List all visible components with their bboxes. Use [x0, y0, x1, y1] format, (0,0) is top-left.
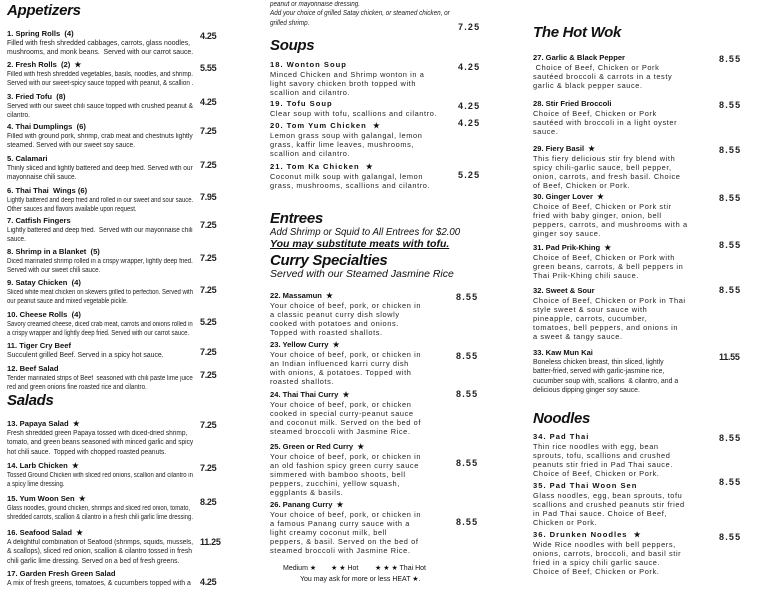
- menu-item-price: 8.55: [456, 351, 479, 361]
- heat-legend-thai-hot: ★ ★ ★ Thai Hot: [375, 565, 426, 572]
- menu-item-title: 7. Catfish Fingers: [7, 216, 71, 225]
- menu-item-description: Glass noodles, ground chicken, shrimps and sliced red onion, tomato, shredded carrots, scallion & cilantro in a fresh chili garlic lime dressing.: [7, 505, 193, 522]
- menu-item-price: 8.55: [719, 145, 742, 155]
- menu-item-title: 34. Pad Thai: [533, 432, 590, 441]
- menu-item-description: Lightly battered and deep fried. Served with our mayonnaise chili sauce.: [7, 227, 193, 244]
- menu-item-description: Served with our sweet chili sauce topped with crushed peanut & cilantro.: [7, 103, 193, 120]
- menu-item-description: Choice of Beef, Chicken or Pork stir fried with baby ginger, onion, bell peppers, carrots, and mushrooms with a ginger soy sauce.: [533, 202, 688, 239]
- section-heading-appetizers: Appetizers: [7, 2, 81, 19]
- menu-item-description: Wide Rice noodles with bell peppers, onions, carrots, broccoli, and basil stir fried in a spicy chili garlic sauce. Choice of Beef, Chicken or Pork.: [533, 540, 682, 577]
- menu-item-price: 4.25: [458, 62, 481, 72]
- menu-item-description: Choice of Beef, Chicken or Pork in Thai style sweet & sour sauce with pineapple, carrots, cucumber, tomatoes, bell peppers, and onions in a sweet & tangy sauce.: [533, 296, 686, 342]
- menu-item-description: Coconut milk soup with galangal, lemon grass, mushrooms, scallions and cilantro.: [270, 172, 431, 191]
- menu-item-description: Lemon grass soup with galangal, lemon grass, kaffir lime leaves, mushrooms, scallion and cilantro.: [270, 131, 423, 159]
- menu-item-description: Boneless chicken breast, thin sliced, lightly batter-fried, served with garlic-jasmine rice, cucumber soup with, scallions & cilantro, and a delicious dipping ginger soy sauce.: [533, 359, 679, 394]
- menu-item-description: Savory creamed cheese, diced crab meat, carrots and onions rolled in a crispy wrapper and lightly deep fried. Served with our carrot sauce.: [7, 321, 193, 338]
- menu-item-price: 7.25: [200, 420, 217, 430]
- menu-item-title: 3. Fried Tofu (8): [7, 92, 66, 101]
- menu-item-description: Choice of Beef, Chicken or Pork sautéed broccoli & carrots in a testy garlic & black pepper sauce.: [533, 63, 673, 91]
- heat-legend-medium: Medium ★: [283, 565, 317, 572]
- menu-item-price: 7.95: [200, 192, 217, 202]
- menu-item-description: Minced Chicken and Shrimp wonton in a light savory chicken broth topped with scallion and cilantro.: [270, 70, 425, 98]
- menu-item-price: 8.55: [719, 285, 742, 295]
- menu-item-description: Sliced white meat chicken on skewers grilled to perfection. Served with our peanut sauce and mixed vegetable pickle.: [7, 289, 194, 306]
- menu-item-price: 7.25: [200, 220, 217, 230]
- menu-item-description: Fresh shredded green Papaya tossed with diced-dried shrimp, tomato, and green beans seasoned with minced garlic and spicy hot chili sauce. Topped with chopped roasted peanuts.: [7, 430, 194, 456]
- menu-item-title: 2. Fresh Rolls (2) ★: [7, 60, 82, 69]
- section-heading-hot-wok: The Hot Wok: [533, 24, 622, 41]
- menu-item-title: 21. Tom Ka Chicken ★: [270, 162, 374, 171]
- section-heading-entrees: Entrees: [270, 210, 323, 227]
- menu-item-title: 1. Spring Rolls (4): [7, 29, 74, 38]
- menu-item-title: 5. Calamari: [7, 154, 48, 163]
- menu-item-title: 15. Yum Woon Sen ★: [7, 494, 86, 503]
- heat-legend-hot: ★ ★ Hot: [331, 565, 359, 572]
- menu-item-price: 8.55: [456, 458, 479, 468]
- menu-item-title: 26. Panang Curry ★: [270, 500, 344, 509]
- menu-item-description: Choice of Beef, Chicken or Pork sautéed with broccoli in a light oyster sauce.: [533, 109, 678, 137]
- menu-item-price: 8.55: [719, 193, 742, 203]
- menu-item-description: Filled with ground pork, shrimp, crab meat and chestnuts lightly steamed. Served with our sweet soy sauce.: [7, 133, 193, 150]
- menu-item-price: 4.25: [458, 118, 481, 128]
- menu-item-price: 7.25: [200, 126, 217, 136]
- menu-item-description: peanut or mayonnaise dressing. Add your choice of grilled Satay chicken, or steamed chicken, or grilled shrimp.: [270, 1, 450, 27]
- menu-item-title: 19. Tofu Soup: [270, 99, 333, 108]
- menu-item-title: 20. Tom Yum Chicken ★: [270, 121, 381, 130]
- menu-item-price: 8.55: [456, 292, 479, 302]
- menu-item-price: 7.25: [200, 253, 217, 263]
- menu-item-price: 8.55: [456, 517, 479, 527]
- menu-item-price: 4.25: [200, 31, 217, 41]
- menu-item-description: Your choice of beef, pork, or chicken cooked in special curry-peanut sauce and coconut milk. Served on the bed of steamed broccoli with Jasmine Rice.: [270, 400, 421, 437]
- menu-item-price: 5.25: [200, 317, 217, 327]
- menu-item-price: 7.25: [458, 22, 481, 32]
- menu-item-description: This fiery delicious stir fry blend with spicy chili-garlic sauce, bell pepper, onion, carrots, and fresh basil. Choice of Beef, Chicken or Pork.: [533, 154, 681, 191]
- menu-item-title: 36. Drunken Noodles ★: [533, 530, 642, 539]
- menu-item-title: 13. Papaya Salad ★: [7, 419, 80, 428]
- menu-item-description: A mix of fresh greens, tomatoes, & cucumbers topped with a: [7, 580, 191, 587]
- entrees-substitute-note: You may substitute meats with tofu.: [270, 238, 450, 250]
- menu-item-description: Tossed Ground Chicken with sliced red onions, scallion and cilantro in a spicy lime dressing.: [7, 472, 193, 489]
- menu-item-price: 8.55: [719, 240, 742, 250]
- menu-item-price: 11.55: [719, 352, 740, 362]
- menu-item-description: Diced marinated shrimp rolled in a crispy wrapper, lightly deep fried. Served with our sweet chili sauce.: [7, 258, 193, 275]
- menu-item-description: Clear soup with tofu, scallions and cilantro.: [270, 109, 438, 118]
- menu-item-title: 32. Sweet & Sour: [533, 286, 595, 295]
- menu-item-title: 25. Green or Red Curry ★: [270, 442, 365, 451]
- menu-item-price: 7.25: [200, 160, 217, 170]
- menu-item-title: 24. Thai Thai Curry ★: [270, 390, 350, 399]
- menu-item-title: 11. Tiger Cry Beef: [7, 341, 72, 350]
- menu-item-title: 28. Stir Fried Broccoli: [533, 99, 612, 108]
- menu-item-description: Your choice of beef, pork, or chicken in an old fashion spicy green curry sauce simmered with bamboo shoots, bell peppers, zucchini, yellow squash, eggplants & basils.: [270, 452, 422, 498]
- menu-item-title: 29. Fiery Basil ★: [533, 144, 596, 153]
- menu-item-price: 8.55: [719, 54, 742, 64]
- menu-item-price: 4.25: [200, 577, 217, 587]
- menu-item-price: 8.55: [719, 100, 742, 110]
- menu-item-price: 7.25: [200, 370, 217, 380]
- menu-item-price: 4.25: [200, 97, 217, 107]
- menu-item-price: 5.25: [458, 170, 481, 180]
- menu-item-description: Your choice of beef, pork, or chicken in a classic peanut curry dish slowly cooked with potatoes and onions. Topped with roasted shallots.: [270, 301, 422, 338]
- menu-item-title: 35. Pad Thai Woon Sen: [533, 481, 638, 490]
- menu-item-description: Choice of Beef, Chicken or Pork with green beans, carrots, & bell peppers in Thai Prik-Khing chili sauce.: [533, 253, 684, 281]
- menu-item-price: 8.25: [200, 497, 217, 507]
- menu-item-title: 9. Satay Chicken (4): [7, 278, 81, 287]
- menu-item-title: 8. Shrimp in a Blanket (5): [7, 247, 100, 256]
- curry-subheading: Served with our Steamed Jasmine Rice: [270, 268, 454, 280]
- menu-item-description: Tender marinated strips of Beef seasoned with chili paste lime juice red and green onions fine roasted rice and cilantro.: [7, 375, 193, 392]
- menu-item-title: 33. Kaw Mun Kai: [533, 348, 593, 357]
- menu-item-title: 18. Wonton Soup: [270, 60, 347, 69]
- menu-item-price: 7.25: [200, 285, 217, 295]
- menu-item-price: 4.25: [458, 101, 481, 111]
- menu-item-price: 7.25: [200, 463, 217, 473]
- menu-item-title: 17. Garden Fresh Green Salad: [7, 569, 116, 578]
- heat-legend-note: You may ask for more or less HEAT ★.: [300, 576, 421, 583]
- menu-item-title: 22. Massamun ★: [270, 291, 333, 300]
- section-heading-curry: Curry Specialties: [270, 252, 388, 269]
- menu-item-description: Glass noodles, egg, bean sprouts, tofu scallions and crushed peanuts stir fried in Pad Thai sauce. Choice of Beef, Chicken or Pork.: [533, 491, 685, 528]
- menu-item-price: 5.55: [200, 63, 217, 73]
- entrees-note: Add Shrimp or Squid to All Entrees for $2.00: [270, 226, 461, 238]
- menu-item-description: Filled with fresh shredded cabbages, carrots, glass noodles, mushrooms, and monk beans. Served with our carrot sauce.: [7, 40, 194, 57]
- menu-item-price: 7.25: [200, 347, 217, 357]
- section-heading-noodles: Noodles: [533, 410, 591, 427]
- menu-item-title: 23. Yellow Curry ★: [270, 340, 340, 349]
- menu-item-price: 11.25: [200, 537, 221, 547]
- menu-item-title: 4. Thai Dumplings (6): [7, 122, 86, 131]
- menu-item-title: 14. Larb Chicken ★: [7, 461, 79, 470]
- menu-item-description: Succulent grilled Beef. Served in a spicy hot sauce.: [7, 352, 164, 359]
- menu-item-price: 8.55: [719, 532, 742, 542]
- menu-item-description: Thinly sliced and lightly battered and deep fried. Served with our mayonnaise chili sauce.: [7, 165, 193, 182]
- menu-item-description: Your choice of beef, pork, or chicken in an Indian influenced karri curry dish with onions, & potatoes. Topped with roasted shallots.: [270, 350, 422, 387]
- section-heading-salads: Salads: [7, 392, 54, 409]
- menu-item-description: Your choice of beef, pork, or chicken in a famous Panang curry sauce with a light creamy coconut milk, bell peppers, & basil. Served on the bed of steamed broccoli with Jasmine Rice.: [270, 510, 422, 556]
- menu-item-price: 8.55: [456, 389, 479, 399]
- menu-item-price: 8.55: [719, 477, 742, 487]
- menu-item-description: Filled with fresh shredded vegetables, basils, noodles, and shrimp. Served with our sweet-spicy sauce topped with peanut, & scallion .: [7, 71, 194, 88]
- menu-item-title: 16. Seafood Salad ★: [7, 528, 84, 537]
- menu-item-title: 27. Garlic & Black Pepper: [533, 53, 626, 62]
- menu-item-title: 10. Cheese Rolls (4): [7, 310, 81, 319]
- menu-item-description: A delightful combination of Seafood (shrimps, squids, mussels, & scallops), sliced red onion, scallion & cilantro tossed in fresh chili garlic lime dressing. Served on a bed of fresh greens.: [7, 539, 194, 565]
- menu-item-title: 31. Pad Prik-Khing ★: [533, 243, 612, 252]
- menu-item-price: 8.55: [719, 433, 742, 443]
- menu-item-title: 6. Thai Thai Wings (6): [7, 186, 88, 195]
- menu-item-description: Thin rice noodles with egg, bean sprouts, tofu, scallions and crushed peanuts stir fried in Pad Thai sauce. Choice of Beef, Chicken or Pork.: [533, 442, 673, 479]
- menu-item-description: Lightly battered and deep fried and rolled in our sweet and sour sauce. Other sauces and flavors available upon request.: [7, 197, 194, 214]
- section-heading-soups: Soups: [270, 37, 315, 54]
- menu-item-title: 30. Ginger Lover ★: [533, 192, 604, 201]
- menu-item-title: 12. Beef Salad: [7, 364, 59, 373]
